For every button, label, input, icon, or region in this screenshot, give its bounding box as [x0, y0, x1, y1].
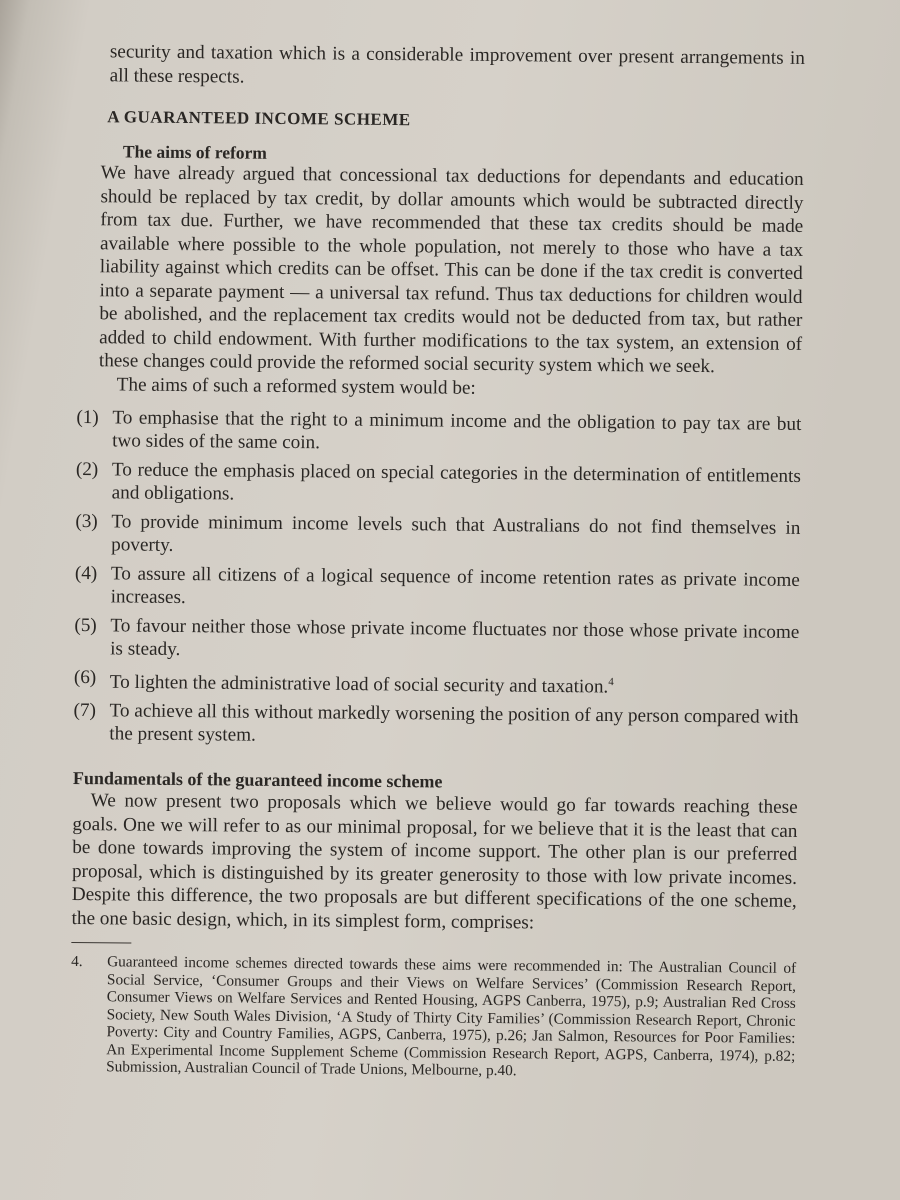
subsection-fundamentals-heading: Fundamentals of the guaranteed income scheme [72, 768, 443, 792]
footnote [70, 953, 796, 1082]
aim-number: (3) [75, 510, 98, 533]
aim-text: To reduce the emphasis placed on special categories in the determination of entitlements and obligations. [111, 459, 801, 505]
aim-number: (4) [74, 562, 98, 585]
aim-item [74, 614, 799, 667]
aim-item [76, 406, 801, 459]
aim-text: To favour neither those whose private income fluctuates nor those whose private income is steady. [110, 615, 800, 660]
aim-item [75, 562, 800, 615]
section-heading: A GUARANTEED INCOME SCHEME [107, 107, 411, 130]
aim-text: To assure all citizens of a logical sequence of income retention rates as private income increases. [110, 563, 800, 609]
intro-continuation: security and taxation which is a considerable improvement over present arrangements in all these respects. [109, 41, 805, 88]
aim-text [110, 666, 799, 700]
aims-list [73, 406, 801, 752]
subsection-aims-heading: The aims of reform [122, 141, 268, 163]
aim-item [76, 458, 801, 511]
aim-item [73, 699, 798, 752]
fundamentals-paragraph: We now present two proposals which we believe would go far towards reaching these goals. One we will refer to as our minimal proposal, for we believe that it is the least that can be done towards improving the system of income support. The other plan is our preferred proposal, which is distinguished by its greater generosity to those with low private incomes. Despite this difference, the two proposals are but different specifications of the one scheme, the one basic design, which, in its simplest form, comprises: [71, 790, 798, 934]
footnote-marker: 4 [608, 676, 614, 689]
aim-text-body: To lighten the administrative load of social security and taxation. [109, 671, 609, 698]
aim-text: To achieve all this without markedly worsening the position of any person compared with the present system. [109, 700, 799, 747]
aim-text: To provide minimum income levels such that Australians do not find themselves in poverty. [111, 511, 801, 556]
aims-section [77, 141, 804, 403]
footnote-divider [71, 942, 131, 944]
aim-text: To emphasise that the right to a minimum income and the obligation to pay tax are but two sides of the same coin. [112, 407, 802, 454]
aim-number: (7) [73, 700, 97, 722]
aim-number: (2) [75, 458, 99, 481]
aim-number: (5) [74, 614, 97, 637]
aim-item [75, 510, 800, 563]
aims-lead: The aims of such a reformed system would be: [116, 373, 476, 399]
text-column [70, 40, 805, 1083]
aim-item [74, 666, 799, 700]
aim-number: (1) [76, 406, 99, 429]
footnote-text: Guaranteed income schemes directed towards these aims were recommended in: The Australian Council of Social Service, ‘Consumer Groups and their Views on Welfare Services’ (Commission Research Report, Consumer Views on Welfare Services and Rented Housing, AGPS Canberra, 1975), p.9; Australian Red Cross Society, New South Wales Division, ‘A Study of Thirty City Families’ (Commission Research Report, Chronic Poverty: City and Country Families, AGPS, Canberra, 1975), p.26; Jan Salmon, Resources for Poor Families: An Experimental Income Supplement Scheme (Commission Research Report, AGPS, Canberra, 1974), p.82; Submission, Australian Council of Trade Unions, Melbourne, p.40. [106, 953, 797, 1080]
aim-number: (6) [73, 666, 97, 689]
aims-paragraph: We have already argued that concessional tax deductions for dependants and education should be replaced by tax credit, by dollar amounts which would be subtracted directly from tax due. Further, we have recommended that these tax credits should be made available where possible to the whole population, not merely to those who have a tax liability against which credits can be offset. This can be done if the tax credit is converted into a separate payment — a universal tax refund. Thus tax deductions for children would be abolished, and the replacement tax credits would not be deducted from tax, but rather added to child endowment. With further modifications to the tax system, an extension of these changes could provide the reformed social security system which we seek. [98, 162, 804, 378]
footnote-number: 4. [71, 953, 83, 971]
